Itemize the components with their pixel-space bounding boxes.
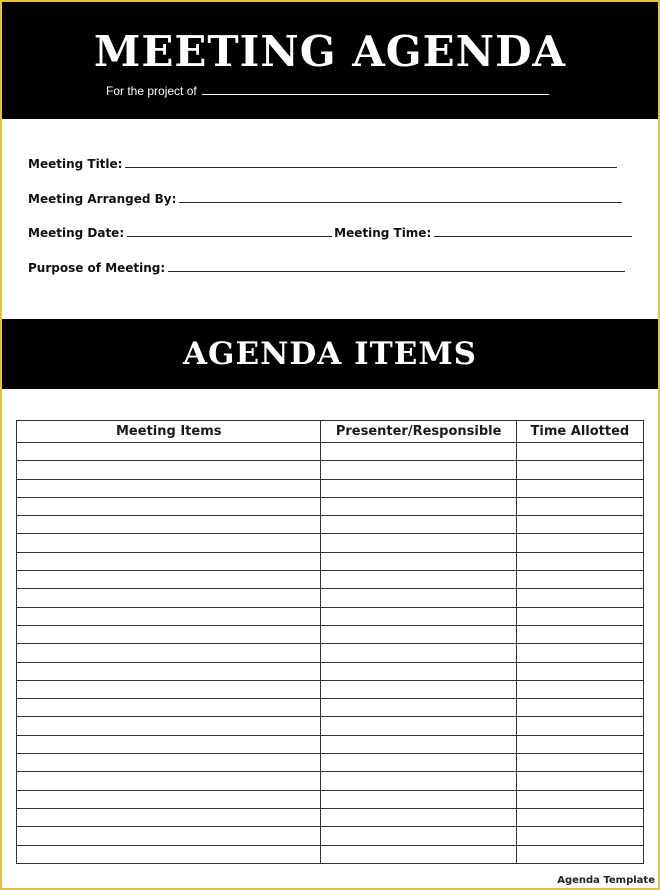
meeting-title-field (28, 157, 617, 171)
presenter-cell[interactable] (321, 644, 516, 662)
meeting-item-cell[interactable] (17, 516, 321, 534)
agenda-banner (2, 319, 658, 389)
presenter-cell[interactable] (321, 479, 516, 497)
meeting-item-cell[interactable] (17, 552, 321, 570)
time-allotted-cell[interactable] (516, 717, 643, 735)
table-row (17, 735, 644, 753)
meeting-title-label: Meeting Title: (28, 157, 123, 171)
column-header-meeting-items: Meeting Items (17, 421, 321, 443)
time-allotted-cell[interactable] (516, 571, 643, 589)
date-time-field (28, 226, 632, 240)
presenter-cell[interactable] (321, 662, 516, 680)
project-line (106, 83, 549, 99)
meeting-item-cell[interactable] (17, 589, 321, 607)
meeting-time-label: Meeting Time: (334, 226, 432, 240)
presenter-cell[interactable] (321, 772, 516, 790)
meeting-item-cell[interactable] (17, 534, 321, 552)
presenter-cell[interactable] (321, 754, 516, 772)
table-row (17, 827, 644, 845)
meeting-item-cell[interactable] (17, 497, 321, 515)
arranged-by-fill-line[interactable] (179, 202, 622, 203)
meeting-item-cell[interactable] (17, 790, 321, 808)
time-allotted-cell[interactable] (516, 735, 643, 753)
time-allotted-cell[interactable] (516, 479, 643, 497)
presenter-cell[interactable] (321, 571, 516, 589)
presenter-cell[interactable] (321, 497, 516, 515)
meeting-date-label: Meeting Date: (28, 226, 125, 240)
presenter-cell[interactable] (321, 790, 516, 808)
time-allotted-cell[interactable] (516, 827, 643, 845)
meeting-item-cell[interactable] (17, 625, 321, 643)
time-allotted-cell[interactable] (516, 699, 643, 717)
presenter-cell[interactable] (321, 534, 516, 552)
meeting-item-cell[interactable] (17, 607, 321, 625)
document-title: MEETING AGENDA (93, 27, 567, 76)
time-allotted-cell[interactable] (516, 754, 643, 772)
purpose-label: Purpose of Meeting: (28, 261, 166, 275)
column-header-presenter: Presenter/Responsible (321, 421, 516, 443)
meeting-time-fill-line[interactable] (434, 236, 632, 237)
presenter-cell[interactable] (321, 443, 516, 461)
presenter-cell[interactable] (321, 589, 516, 607)
presenter-cell[interactable] (321, 461, 516, 479)
agenda-table-body (17, 443, 644, 864)
presenter-cell[interactable] (321, 516, 516, 534)
presenter-cell[interactable] (321, 680, 516, 698)
time-allotted-cell[interactable] (516, 516, 643, 534)
purpose-fill-line[interactable] (168, 271, 625, 272)
meeting-item-cell[interactable] (17, 662, 321, 680)
presenter-cell[interactable] (321, 699, 516, 717)
time-allotted-cell[interactable] (516, 589, 643, 607)
time-allotted-cell[interactable] (516, 790, 643, 808)
time-allotted-cell[interactable] (516, 607, 643, 625)
table-row (17, 552, 644, 570)
time-allotted-cell[interactable] (516, 644, 643, 662)
table-row (17, 644, 644, 662)
column-header-time-allotted: Time Allotted (516, 421, 643, 443)
time-allotted-cell[interactable] (516, 662, 643, 680)
presenter-cell[interactable] (321, 625, 516, 643)
table-row (17, 497, 644, 515)
time-allotted-cell[interactable] (516, 443, 643, 461)
table-row (17, 808, 644, 826)
presenter-cell[interactable] (321, 827, 516, 845)
meeting-item-cell[interactable] (17, 461, 321, 479)
meeting-item-cell[interactable] (17, 644, 321, 662)
table-row (17, 790, 644, 808)
meeting-item-cell[interactable] (17, 479, 321, 497)
table-row (17, 534, 644, 552)
presenter-cell[interactable] (321, 717, 516, 735)
time-allotted-cell[interactable] (516, 497, 643, 515)
presenter-cell[interactable] (321, 735, 516, 753)
time-allotted-cell[interactable] (516, 552, 643, 570)
table-row (17, 845, 644, 863)
time-allotted-cell[interactable] (516, 808, 643, 826)
time-allotted-cell[interactable] (516, 680, 643, 698)
table-row (17, 589, 644, 607)
purpose-field (28, 261, 625, 275)
meeting-item-cell[interactable] (17, 845, 321, 863)
meeting-item-cell[interactable] (17, 754, 321, 772)
table-row (17, 461, 644, 479)
table-row (17, 607, 644, 625)
presenter-cell[interactable] (321, 607, 516, 625)
meeting-item-cell[interactable] (17, 680, 321, 698)
table-row (17, 754, 644, 772)
time-allotted-cell[interactable] (516, 534, 643, 552)
meeting-item-cell[interactable] (17, 827, 321, 845)
header-banner (2, 2, 658, 119)
meeting-date-fill-line[interactable] (127, 236, 332, 237)
arranged-by-field (28, 192, 622, 206)
time-allotted-cell[interactable] (516, 461, 643, 479)
time-allotted-cell[interactable] (516, 625, 643, 643)
presenter-cell[interactable] (321, 552, 516, 570)
table-row (17, 516, 644, 534)
table-row (17, 717, 644, 735)
presenter-cell[interactable] (321, 845, 516, 863)
agenda-header-row (17, 421, 644, 443)
table-row (17, 443, 644, 461)
table-row (17, 772, 644, 790)
table-row (17, 662, 644, 680)
table-row (17, 625, 644, 643)
meeting-item-cell[interactable] (17, 571, 321, 589)
table-row (17, 571, 644, 589)
arranged-by-label: Meeting Arranged By: (28, 192, 177, 206)
agenda-title: AGENDA ITEMS (182, 336, 478, 372)
meeting-item-cell[interactable] (17, 717, 321, 735)
footer-label: Agenda Template (557, 875, 655, 886)
meeting-item-cell[interactable] (17, 699, 321, 717)
meeting-item-cell[interactable] (17, 735, 321, 753)
table-row (17, 699, 644, 717)
time-allotted-cell[interactable] (516, 772, 643, 790)
table-row (17, 680, 644, 698)
table-row (17, 479, 644, 497)
project-fill-line[interactable] (202, 94, 549, 95)
meeting-item-cell[interactable] (17, 772, 321, 790)
meeting-item-cell[interactable] (17, 443, 321, 461)
meeting-title-fill-line[interactable] (125, 167, 617, 168)
time-allotted-cell[interactable] (516, 845, 643, 863)
meeting-item-cell[interactable] (17, 808, 321, 826)
project-label: For the project of (106, 84, 197, 98)
presenter-cell[interactable] (321, 808, 516, 826)
agenda-table (16, 420, 644, 864)
